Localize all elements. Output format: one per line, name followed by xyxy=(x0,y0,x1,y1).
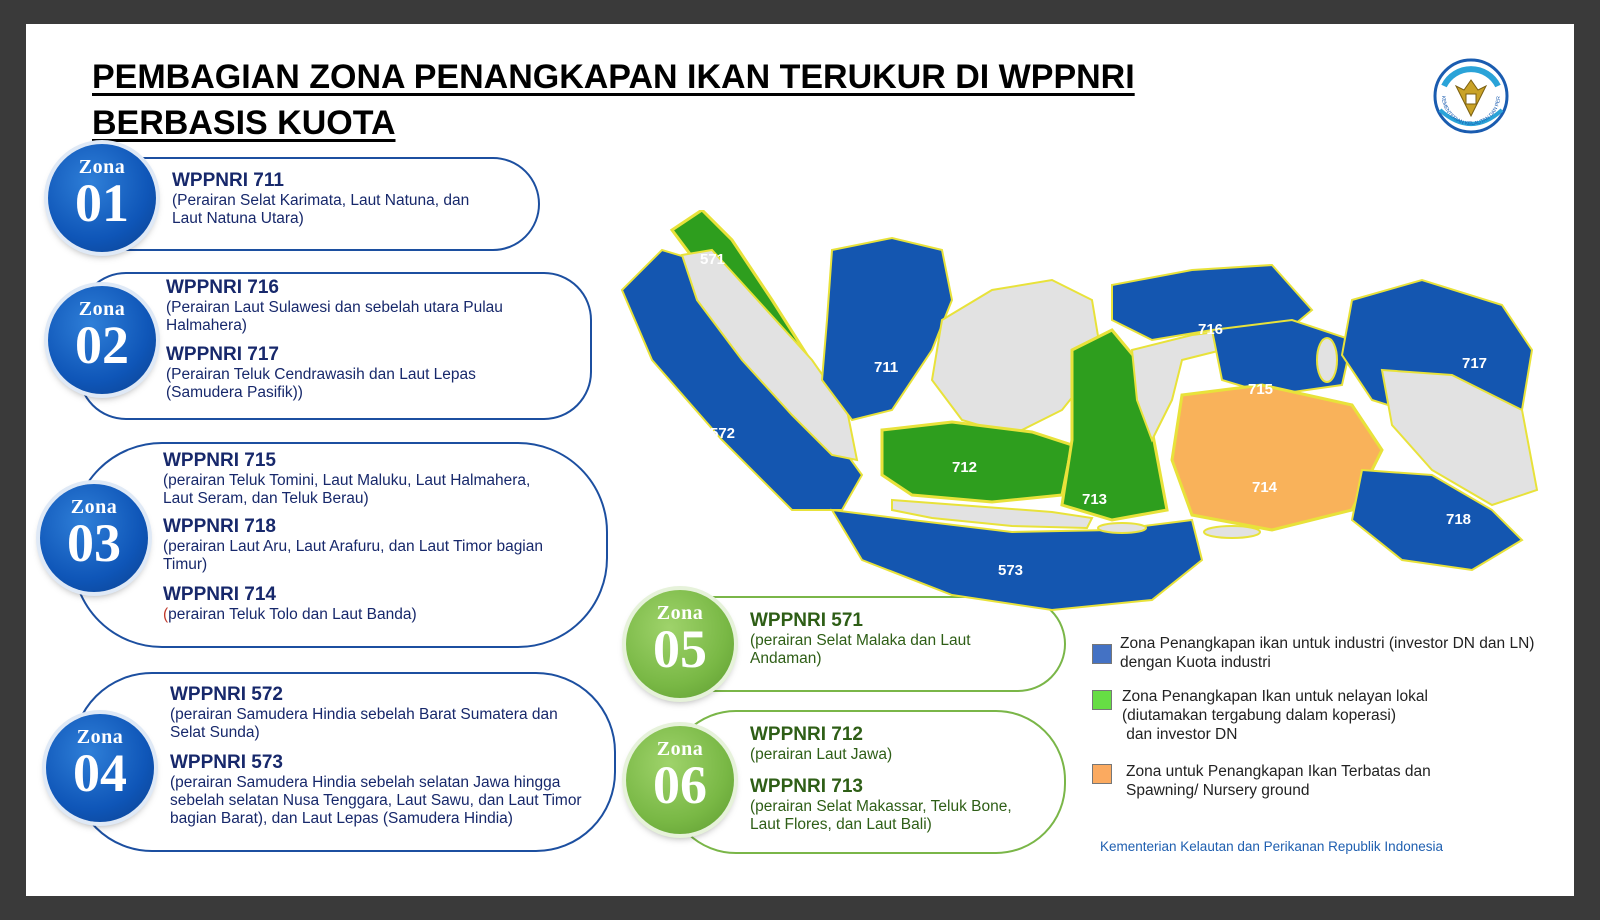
wppnri-717-entry xyxy=(166,344,476,402)
wppnri-description: (perairan Samudera Hindia sebelah selatan Jawa hingga xyxy=(170,774,561,791)
wppnri-description xyxy=(163,606,417,624)
legend-text: Zona untuk Penangkapan Ikan Terbatas dan xyxy=(1126,763,1431,780)
zone-number: 06 xyxy=(653,755,707,815)
wppnri-description: Timur) xyxy=(163,556,208,573)
wppnri-heading: WPPNRI 572 xyxy=(170,684,283,705)
zone-number: 03 xyxy=(67,513,121,573)
label-572: 572 xyxy=(710,425,736,442)
page-title xyxy=(92,54,1135,146)
wppnri-716-entry xyxy=(166,277,503,335)
wppnri-heading: WPPNRI 715 xyxy=(163,450,276,471)
wppnri-description: Laut Seram, dan Teluk Berau) xyxy=(163,490,369,507)
wppnri-description: Andaman) xyxy=(750,650,822,667)
wppnri-description-text: perairan Teluk Tolo dan Laut Banda) xyxy=(168,606,417,623)
legend-text: (diutamakan tergabung dalam koperasi) xyxy=(1122,707,1396,724)
infographic-slide xyxy=(26,24,1574,896)
zone-01-badge xyxy=(48,144,156,252)
wppnri-711-entry xyxy=(172,170,469,228)
legend-item-local xyxy=(1122,687,1428,744)
region-711 xyxy=(822,238,952,420)
title-line-2: BERBASIS KUOTA xyxy=(92,104,396,142)
label-718: 718 xyxy=(1446,511,1472,528)
wppnri-description: sebelah selatan Nusa Tenggara, Laut Sawu, dan Laut Timor xyxy=(170,792,582,809)
legend-text: dengan Kuota industri xyxy=(1120,654,1271,671)
wppnri-heading: WPPNRI 716 xyxy=(166,277,279,298)
wppnri-718-entry xyxy=(163,516,543,574)
zone-label: Zona xyxy=(656,738,704,760)
island-nusa-tenggara xyxy=(1098,523,1146,533)
wppnri-heading: WPPNRI 573 xyxy=(170,752,283,773)
wppnri-712-entry xyxy=(750,724,892,764)
legend-text: Zona Penangkapan ikan untuk industri (investor DN dan LN) xyxy=(1120,635,1535,652)
label-713: 713 xyxy=(1082,491,1108,508)
zone-label: Zona xyxy=(656,602,704,624)
wppnri-572-entry xyxy=(170,684,558,742)
zone-04-badge xyxy=(46,714,154,822)
legend-item-limited xyxy=(1126,762,1431,800)
wppnri-description: (Perairan Teluk Cendrawasih dan Laut Lepas xyxy=(166,366,476,383)
legend-item-industry xyxy=(1120,634,1534,672)
region-714 xyxy=(1172,385,1382,530)
island-halmahera xyxy=(1317,338,1337,382)
wppnri-714-entry xyxy=(163,584,417,624)
zone-06-badge xyxy=(626,726,734,834)
title-line-1: PEMBAGIAN ZONA PENANGKAPAN IKAN TERUKUR DI WPPNRI xyxy=(92,58,1135,96)
wppnri-description: (Samudera Pasifik)) xyxy=(166,384,303,401)
wppnri-heading: WPPNRI 717 xyxy=(166,344,279,365)
wppnri-description: (perairan Selat Makassar, Teluk Bone, xyxy=(750,798,1012,815)
wppnri-heading: WPPNRI 711 xyxy=(172,170,284,191)
wppnri-heading: WPPNRI 718 xyxy=(163,516,276,537)
island-timor xyxy=(1204,526,1260,538)
garuda-emblem-icon xyxy=(1426,46,1516,146)
label-571: 571 xyxy=(700,251,726,268)
legend-text: Zona Penangkapan Ikan untuk nelayan lokal xyxy=(1122,688,1428,705)
paren-open: ( xyxy=(163,606,169,623)
zone-number: 01 xyxy=(75,173,129,233)
label-716: 716 xyxy=(1198,321,1224,338)
label-714: 714 xyxy=(1252,479,1278,496)
zone-03-badge xyxy=(40,484,148,592)
legend-text: Spawning/ Nursery ground xyxy=(1126,782,1310,799)
zone-label: Zona xyxy=(70,496,118,518)
legend-swatch-local xyxy=(1092,690,1112,710)
zone-label: Zona xyxy=(78,298,126,320)
label-715: 715 xyxy=(1248,381,1274,398)
zone-number: 05 xyxy=(653,619,707,679)
wppnri-description: Laut Flores, dan Laut Bali) xyxy=(750,816,932,833)
footer-credit: Kementerian Kelautan dan Perikanan Republik Indonesia xyxy=(1100,839,1443,854)
wppnri-description: (perairan Samudera Hindia sebelah Barat Sumatera dan xyxy=(170,706,558,723)
wppnri-description: (perairan Selat Malaka dan Laut xyxy=(750,632,971,649)
wppnri-heading: WPPNRI 571 xyxy=(750,610,863,631)
wppnri-description: bagian Barat), dan Laut Lepas (Samudera Hindia) xyxy=(170,810,513,827)
wppnri-713-entry xyxy=(750,776,1012,834)
wppnri-description: Halmahera) xyxy=(166,317,247,334)
logo-text: KEMENTERIAN KELAUTAN DAN PER xyxy=(1439,95,1503,128)
wppnri-description: Laut Natuna Utara) xyxy=(172,210,304,227)
label-573: 573 xyxy=(998,562,1024,579)
legend-swatch-limited xyxy=(1092,764,1112,784)
wppnri-description: (Perairan Selat Karimata, Laut Natuna, dan xyxy=(172,192,470,209)
wppnri-description: (perairan Laut Aru, Laut Arafuru, dan Laut Timor bagian xyxy=(163,538,543,555)
label-711: 711 xyxy=(874,359,899,376)
label-712: 712 xyxy=(952,459,978,476)
zone-number: 02 xyxy=(75,315,129,375)
ministry-logo xyxy=(1426,46,1516,146)
wppnri-description: Selat Sunda) xyxy=(170,724,260,741)
legend-swatch-industry xyxy=(1092,644,1112,664)
legend-text: dan investor DN xyxy=(1122,726,1238,743)
wppnri-map xyxy=(592,210,1552,630)
label-717: 717 xyxy=(1462,355,1488,372)
wppnri-heading: WPPNRI 714 xyxy=(163,584,276,605)
wppnri-description: (perairan Teluk Tomini, Laut Maluku, Laut Halmahera, xyxy=(163,472,531,489)
zone-number: 04 xyxy=(73,743,127,803)
zone-label: Zona xyxy=(76,726,124,748)
zone-label: Zona xyxy=(78,156,126,178)
wppnri-heading: WPPNRI 712 xyxy=(750,724,863,745)
wppnri-description: (perairan Laut Jawa) xyxy=(750,746,893,763)
wppnri-description: (Perairan Laut Sulawesi dan sebelah utara Pulau xyxy=(166,299,503,316)
wppnri-heading: WPPNRI 713 xyxy=(750,776,863,797)
wppnri-715-entry xyxy=(163,450,530,508)
zone-02-badge xyxy=(48,286,156,394)
wppnri-573-entry xyxy=(170,752,582,828)
